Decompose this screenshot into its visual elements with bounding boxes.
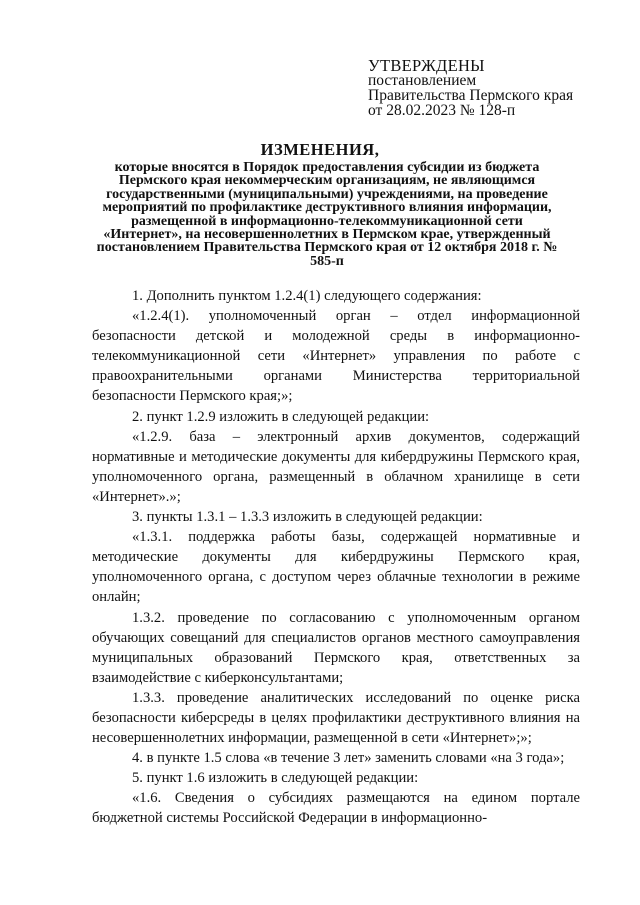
paragraph-6: «1.3.1. поддержка работы базы, содержащей нормативные и методические документы для кибердружины Пермского края, уполномоченного органа, с доступом через облачные технологии в режиме онлайн; — [92, 529, 580, 606]
paragraph-8: 1.3.3. проведение аналитических исследований по оценке риска безопасности киберсреды в целях профилактики деструктивного влияния на несовершеннолетних информации, размещенной в сети «Интернет»;»; — [92, 689, 580, 747]
approval-line-government: Правительства Пермского края — [368, 87, 574, 104]
document-subtitle: которые вносятся в Порядок предоставления субсидии из бюджета Пермского края некоммерческим организациям, не являющимся государственными (муниципальными) учреждениями, на проведение мероприятий по профилактике деструктивного влияния информации, размещенной в информационно-телекоммуникационной сети «Интернет», на несовершеннолетних в Пермском крае, утвержденный постановлением Правительства Пермского края от 12 октября 2018 г. № 585-п — [96, 160, 558, 269]
paragraph-1: 1. Дополнить пунктом 1.2.4(1) следующего содержания: — [132, 288, 482, 304]
approval-line-resolution: постановлением — [368, 72, 477, 89]
paragraph-10: 5. пункт 1.6 изложить в следующей редакции: — [132, 770, 419, 787]
paragraph-4: «1.2.9. база – электронный архив документов, содержащий нормативные и методические документы для кибердружины Пермского края, уполномоченного органа, размещенный в облачном хранилище в сети «Интернет».»; — [92, 428, 580, 505]
paragraph-7: 1.3.2. проведение по согласованию с уполномоченным органом обучающих совещаний для специалистов органов местного самоуправления муниципальных образований Пермского края, ответственных за взаимодействие с киберконсультантами; — [92, 609, 580, 686]
approval-heading: УТВЕРЖДЕНЫ — [368, 56, 485, 75]
approval-line-date-number: от 28.02.2023 № 128-п — [368, 102, 516, 119]
document-title: ИЗМЕНЕНИЯ, — [260, 140, 380, 159]
paragraph-3: 2. пункт 1.2.9 изложить в следующей редакции: — [132, 408, 430, 425]
paragraph-11: «1.6. Сведения о субсидиях размещаются на едином портале бюджетной системы Российской Федерации в информационно- — [92, 790, 580, 827]
paragraph-5: 3. пункты 1.3.1 – 1.3.3 изложить в следующей редакции: — [132, 509, 483, 526]
paragraph-9: 4. в пункте 1.5 слова «в течение 3 лет» заменить словами «на 3 года»; — [132, 750, 565, 767]
approval-stamp — [368, 58, 573, 118]
paragraph-2: «1.2.4(1). уполномоченный орган – отдел информационной безопасности детской и молодежной среды в информационно-телекоммуникационной сети «Интернет» управления по работе с правоохранительными органами Министерства территориальной безопасности Пермского края;»; — [92, 308, 580, 405]
document-body — [92, 286, 580, 829]
